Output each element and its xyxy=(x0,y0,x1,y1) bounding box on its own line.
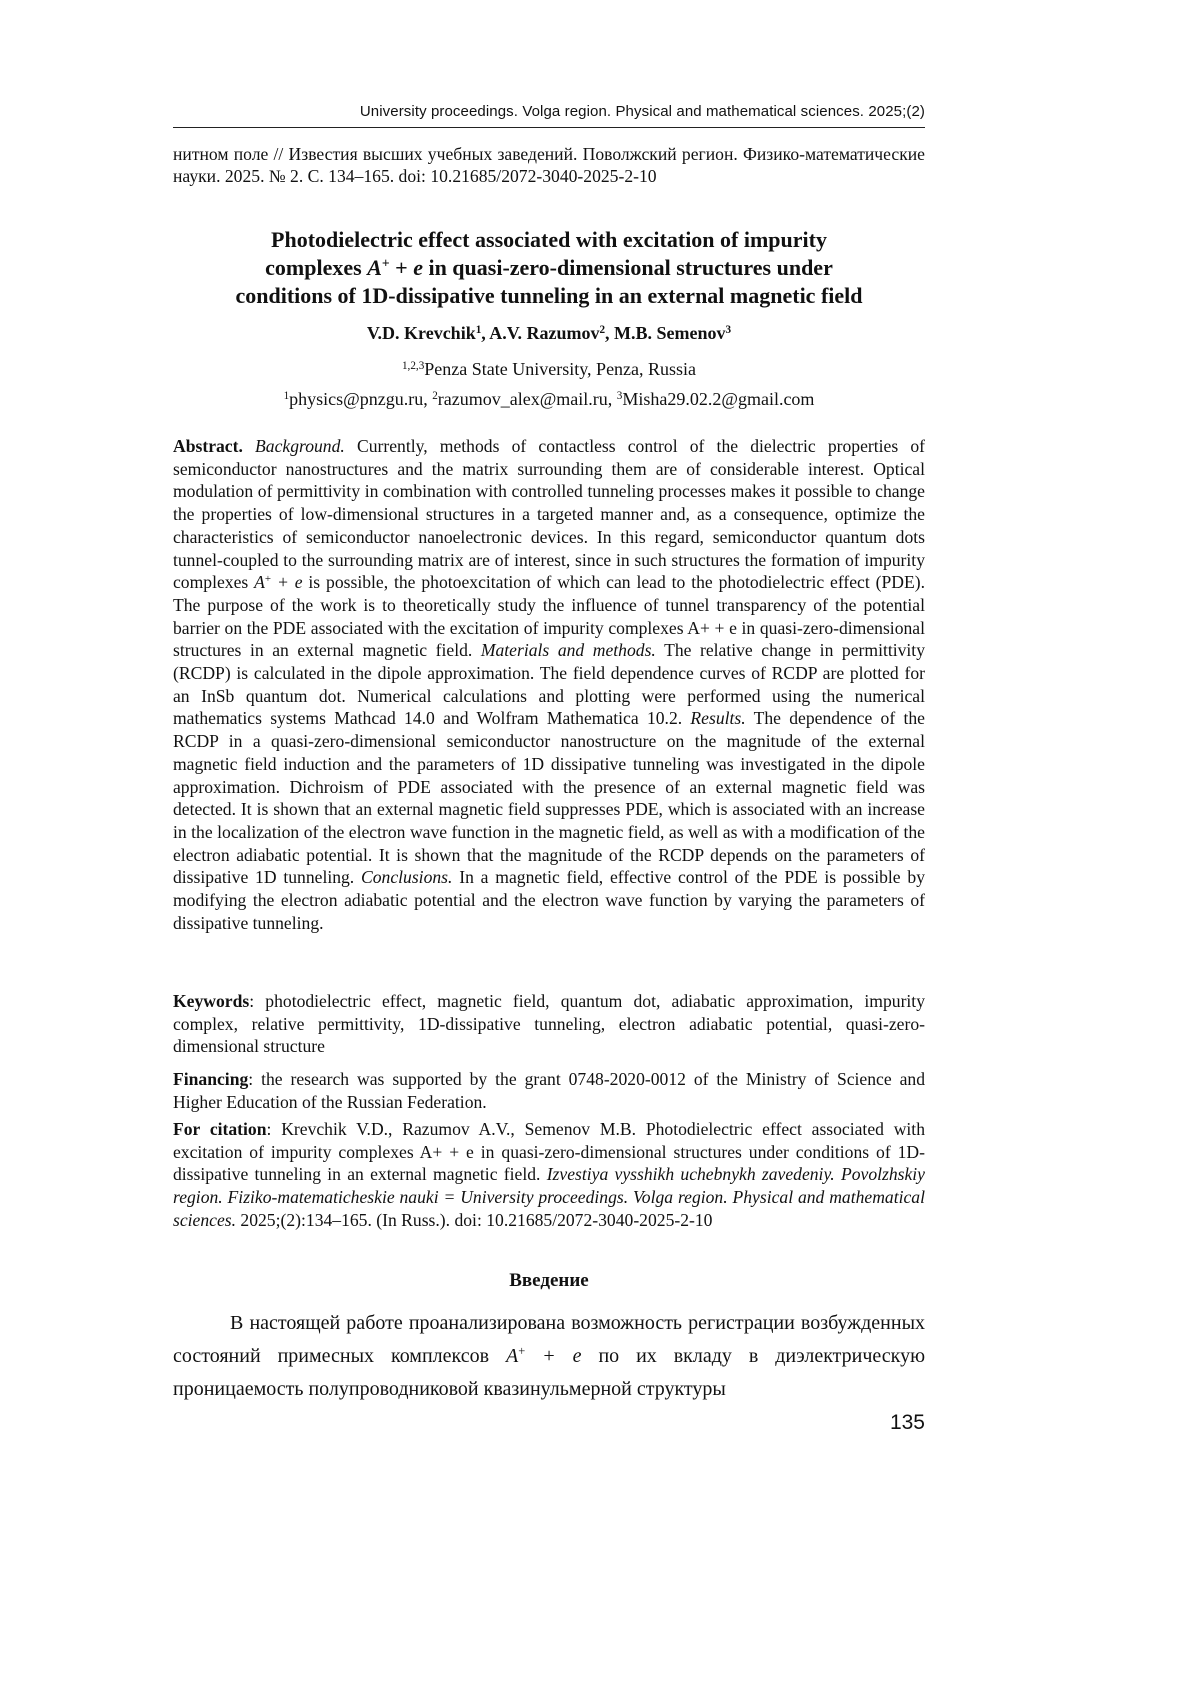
email-address: physics@pnzgu.ru xyxy=(289,389,424,409)
title-line-2: complexes A+ + e in quasi-zero-dimensional structures under xyxy=(265,255,833,280)
english-citation: For citation: Krevchik V.D., Razumov A.V., Semenov M.B. Photodielectric effect associated with excitation of impurity complexes A+ + e in quasi-zero-dimensional structures under conditions of 1D-dissipative tunneling in an external magnetic field. Izvestiya vysshikh uchebnykh zavedeniy. Povolzhskiy region. Fiziko-matematicheskie nauki = University proceedings. Volga region. Physical and mathematical sciences. 2025;(2):134–165. (In Russ.). doi: 10.21685/2072-3040-2025-2-10 xyxy=(173,1119,925,1230)
title-line-1: Photodielectric effect associated with excitation of impurity xyxy=(271,227,827,252)
introduction-text: В настоящей работе проанализирована возможность регистрации возбужденных состояний примесных комплексов A+ + e по их вкладу в диэлектрическую проницаемость полупроводниковой квазинульмерной структуры xyxy=(173,1312,926,1400)
author-name: M.B. Semenov xyxy=(614,323,726,343)
financing: Financing: the research was supported by the grant 0748-2020-0012 of the Ministry of Science and Higher Education of the Russian Federation. xyxy=(173,1069,925,1112)
affiliation: $^{1,2,3}$Penza State University, Penza, Russia xyxy=(401,359,697,379)
author-emails: $^1$physics@pnzgu.ru, $^2$razumov_alex@mail.ru, $^3$Misha29.02.2@gmail.com xyxy=(283,389,815,409)
results-label: Results. xyxy=(690,708,746,729)
conclusions-label: Conclusions. xyxy=(361,867,453,888)
header-rule xyxy=(173,127,925,128)
introduction-heading: Введение xyxy=(509,1270,589,1291)
running-head: University proceedings. Volga region. Physical and mathematical sciences. 2025;(2) xyxy=(359,103,925,120)
page-number: 135 xyxy=(889,1411,925,1434)
keywords: Keywords: photodielectric effect, magnetic field, quantum dot, adiabatic approximation, impurity complex, relative permittivity, 1D-dissipative tunneling, electron adiabatic potential, quasi-zero-dimensional structure xyxy=(173,991,925,1057)
email-address: razumov_alex@mail.ru xyxy=(437,389,608,409)
abstract-label: Abstract. xyxy=(173,436,243,456)
article-title xyxy=(173,226,925,310)
abstract: Abstract. Background. Currently, methods of contactless control of the dielectric properties of semiconductor nanostructures and the matrix surrounding them are of considerable interest. Optical modulation of permittivity in combination with controlled tunneling processes makes it possible to change the properties of low-dimensional structures in a targeted manner and, as a consequence, optimize the characteristics of semiconductor nanoelectronic devices. In this regard, semiconductor quantum dots tunnel-coupled to the surrounding matrix are of interest, since in such structures the formation of impurity complexes A+ + e is possible, the photoexcitation of which can lead to the photodielectric effect (PDE). The purpose of the work is to theoretically study the influence of tunnel transparency of the potential barrier on the PDE associated with the excitation of impurity complexes A+ + e in quasi-zero-dimensional structures in an external magnetic field. Materials and methods. The relative change in permittivity (RCDP) is calculated in the dipole approximation. The field dependence curves of RCDP are plotted for an InSb quantum dot. Numerical calculations and plotting were performed using the numerical mathematics systems Mathcad 14.0 and Wolfram Mathematica 10.2. Results. The dependence of the RCDP in a quasi-zero-dimensional semiconductor nanostructure on the magnitude of the external magnetic field induction and the parameters of 1D dissipative tunneling was investigated in the dipole approximation. Dichroism of PDE associated with the presence of an external magnetic field was detected. It is shown that an external magnetic field suppresses PDE, which is associated with an increase in the localization of the electron wave function in the magnetic field, as well as with a modification of the electron adiabatic potential. It is shown that the magnitude of the RCDP depends on the parameters of dissipative 1D tunneling. Conclusions. In a magnetic field, effective control of the PDE is possible by modifying the electron adiabatic potential and the electron wave function by varying the parameters of dissipative tunneling. xyxy=(173,436,926,933)
author-name: V.D. Krevchik xyxy=(366,323,476,343)
author-list: V.D. Krevchik$^1$, A.V. Razumov$^2$, M.B. Semenov$^3$ xyxy=(366,323,732,343)
methods-label: Materials and methods. xyxy=(480,640,656,661)
email-address: Misha29.02.2@gmail.com xyxy=(622,389,815,409)
background-label: Background. xyxy=(255,436,345,456)
title-line-3: conditions of 1D-dissipative tunneling in an external magnetic field xyxy=(235,283,863,308)
russian-citation-continuation: нитном поле // Известия высших учебных заведений. Поволжский регион. Физико-математические науки. 2025. № 2. С. 134–165. doi: 10.21685/2072-3040-2025-2-10 xyxy=(173,144,925,186)
author-name: A.V. Razumov xyxy=(489,323,600,343)
